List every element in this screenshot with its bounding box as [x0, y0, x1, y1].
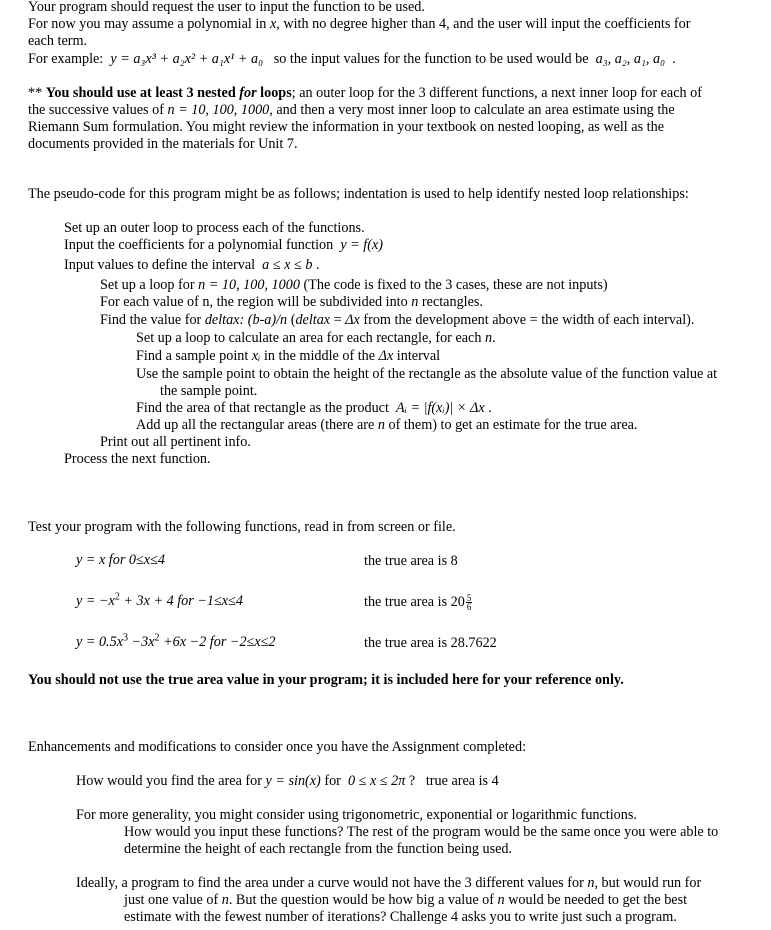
n: n [411, 294, 419, 310]
enh-q1 [76, 773, 499, 790]
pseudo-l5 [100, 294, 483, 311]
pseudo-l11 [136, 400, 492, 417]
sin-formula: y = sin(x) [265, 773, 321, 789]
intro-line-2 [28, 16, 690, 33]
dx: Δx [345, 312, 360, 328]
intro-line-3: each term. [28, 33, 88, 49]
dx: Δx [378, 348, 394, 364]
area-formula: Aᵢ = |f(xᵢ)| × Δx [396, 400, 485, 416]
t: rectangles. [418, 294, 483, 310]
t: from the development above = the width of each interval). [359, 312, 695, 328]
n: n [221, 892, 229, 908]
interval: a ≤ x ≤ b [262, 257, 313, 273]
t: of them) to get an estimate for the true area. [384, 417, 638, 433]
t: , and then a very most inner loop to calculate an area estimate using the [269, 102, 675, 118]
t: . [312, 257, 320, 273]
loops-line-2 [28, 102, 675, 119]
enh-p3-l3: estimate with the fewest number of iterations? Challenge 4 asks you to write just such a program. [124, 909, 677, 925]
t: For each value of n, the region will be subdivided into [100, 294, 412, 310]
n: n [484, 330, 493, 346]
t: loops [256, 85, 292, 101]
t: Set up a loop for [100, 277, 199, 293]
t: ** [28, 85, 46, 101]
fx: y = f(x) [340, 237, 383, 253]
t: (The code is fixed to the 3 cases, these are not inputs) [299, 277, 608, 293]
pseudo-l2 [64, 237, 383, 254]
t: . [672, 51, 676, 67]
test-intro: Test your program with the following functions, read in from screen or file. [28, 519, 456, 535]
test-area-1: the true area is 8 [364, 553, 458, 569]
t: Find the area of that rectangle as the product [136, 400, 389, 416]
pseudo-l14: Process the next function. [64, 451, 211, 467]
bold-requirement [46, 85, 292, 101]
test-function-3 [76, 634, 276, 651]
loops-line-4: documents provided in the materials for Unit 7. [28, 136, 298, 152]
t: Input the coefficients for a polynomial function [64, 237, 334, 253]
pseudo-l7 [136, 330, 496, 347]
n: n [587, 875, 595, 891]
t: Find the value for [100, 312, 205, 328]
n-values: n = 10, 100, 1000 [167, 102, 270, 118]
pseudo-l1: Set up an outer loop to process each of the functions. [64, 220, 365, 236]
enh-p3-l1 [76, 875, 701, 892]
t: in the middle of the [260, 348, 379, 364]
example-line [28, 51, 676, 68]
pseudo-l9: Use the sample point to obtain the height of the rectangle as the absolute value of the function value at [136, 366, 718, 382]
test-function-1 [76, 552, 165, 569]
t: Find a sample point [136, 348, 252, 364]
pseudo-l10: the sample point. [160, 383, 258, 399]
pseudo-l13: Print out all pertinent info. [100, 434, 251, 450]
t: ? [405, 773, 416, 789]
t: +6x −2 for −2≤x≤2 [159, 634, 276, 650]
deltax: deltax [295, 312, 331, 328]
exp: 2 [114, 591, 120, 603]
t: ; an outer loop for the 3 different functions, a next inner loop for each of [291, 85, 702, 101]
pseudo-intro: The pseudo-code for this program might be as follows; indentation is used to help identify nested loop relationships: [28, 186, 689, 202]
t: so the input values for the function to be used would be [273, 51, 589, 67]
t: the successive values of [28, 102, 168, 118]
t: + 3x + 4 for −1≤x≤4 [119, 593, 243, 609]
t: true area is 4 [425, 773, 499, 789]
test-area-3: the true area is 28.7622 [364, 635, 497, 651]
example-coeffs: a₃, a₂, a₁, a₀ [595, 51, 666, 67]
n-values: n = 10, 100, 1000 [198, 277, 300, 293]
t: y = x for 0≤x≤4 [76, 552, 165, 568]
t: How would you find the area for [76, 773, 262, 789]
t: . [484, 400, 492, 416]
t: y = 0.5x [76, 634, 123, 650]
pseudo-l12 [136, 417, 637, 434]
t: For example: [28, 51, 104, 67]
t: would be needed to get the best [504, 892, 688, 908]
n: n [497, 892, 505, 908]
pseudo-l8 [136, 348, 440, 365]
var-x: x [269, 16, 277, 32]
t: For now you may assume a polynomial in [28, 16, 270, 32]
t: ( [287, 312, 296, 328]
t: the true area is 20 [364, 594, 465, 610]
t: Input values to define the interval [64, 257, 256, 273]
t: You should use at least 3 nested [45, 85, 240, 101]
den: 6 [466, 602, 472, 613]
t: y = −x [76, 593, 115, 609]
enh-p3-l2 [124, 892, 687, 909]
t: Set up a loop to calculate an area for each rectangle, for each [136, 330, 485, 346]
loops-line-1 [28, 85, 702, 102]
num: 5 [466, 593, 472, 604]
n: n [377, 417, 385, 433]
t: . [492, 330, 496, 346]
t: Ideally, a program to find the area under a curve would not have the 3 different values for [76, 875, 588, 891]
exp: 3 [123, 632, 128, 644]
example-formula: y = a₃x³ + a₂x² + a₁x¹ + a₀ [110, 51, 264, 67]
pseudo-l4 [100, 277, 608, 294]
t: just one value of [124, 892, 222, 908]
warning-text: You should not use the true area value in your program; it is included here for your reference only. [28, 672, 624, 688]
t: −3x [128, 634, 155, 650]
loops-line-3: Riemann Sum formulation. You might review the information in your textbook on nested looping, as well as the [28, 119, 664, 135]
test-area-2 [364, 594, 472, 611]
pseudo-l6 [100, 312, 694, 329]
t: Add up all the rectangular areas (there are [136, 417, 378, 433]
test-function-2 [76, 593, 243, 610]
t: . But the question would be how big a value of [228, 892, 498, 908]
t: = [330, 312, 346, 328]
t: for [320, 773, 345, 789]
t: , with no degree higher than 4, and the user will input the coefficients for [276, 16, 691, 32]
enh-p2-l1: For more generality, you might consider using trigonometric, exponential or logarithmic functions. [76, 807, 637, 823]
enh-intro: Enhancements and modifications to consider once you have the Assignment completed: [28, 739, 527, 755]
enh-p2-l2: How would you input these functions? The rest of the program would be the same once you were able to [124, 824, 719, 840]
range: 0 ≤ x ≤ 2π [347, 773, 406, 789]
t: , but would run for [594, 875, 702, 891]
t: interval [393, 348, 441, 364]
exp: 2 [154, 632, 160, 644]
deltax-formula: deltax: (b-a)/n [204, 312, 288, 328]
fraction [466, 594, 473, 611]
intro-line-1: Your program should request the user to input the function to be used. [28, 0, 425, 15]
xi: xᵢ [251, 348, 261, 364]
enh-p2-l3: determine the height of each rectangle from the function being used. [124, 841, 513, 857]
t: for [239, 85, 257, 101]
pseudo-l3 [64, 257, 320, 274]
